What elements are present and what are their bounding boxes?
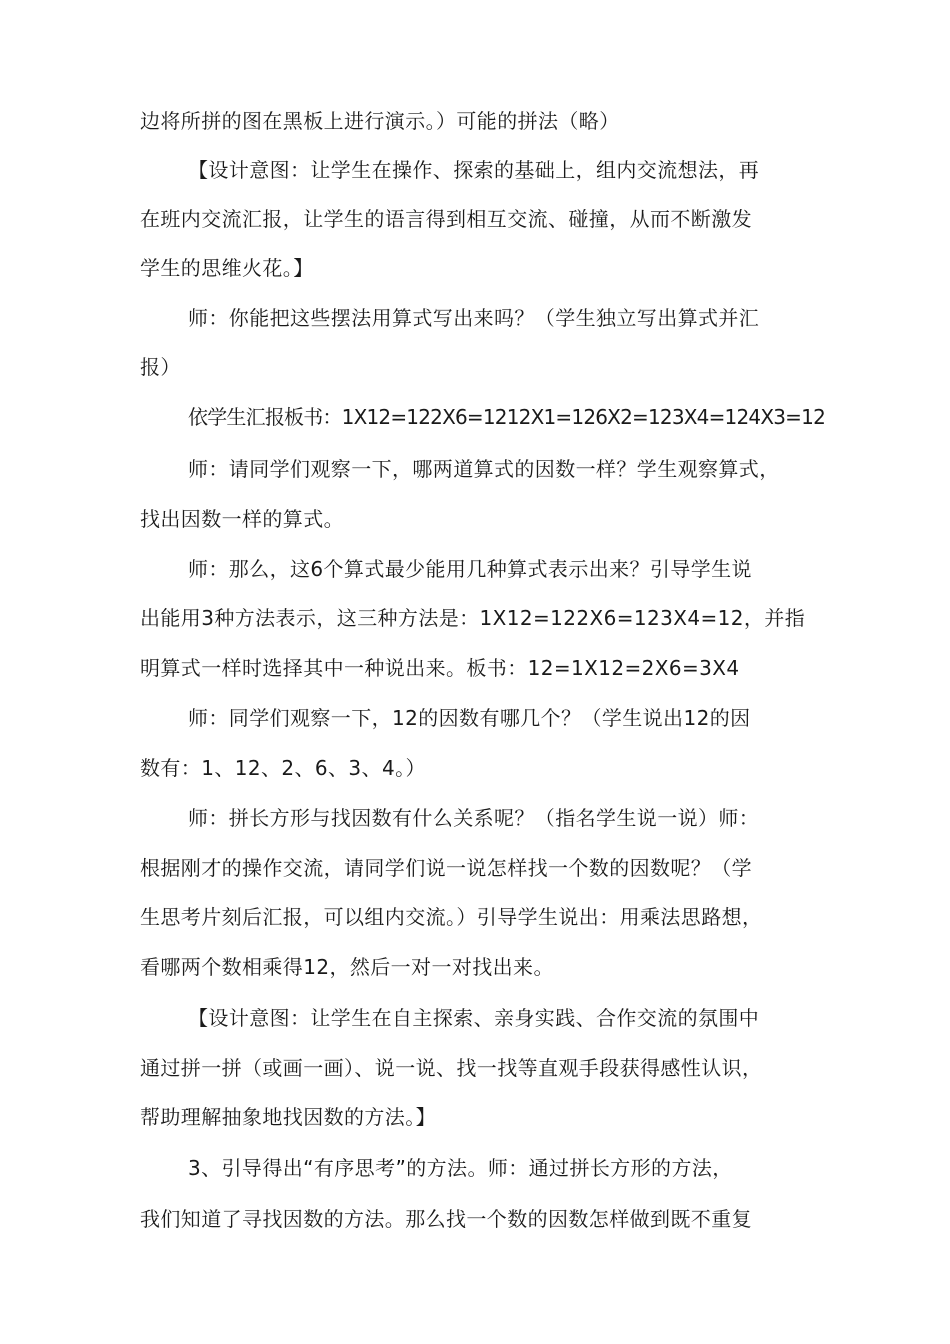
- design-intent-line: 【设计意图：让学生在操作、探索的基础上，组内交流想法，再: [188, 158, 760, 182]
- paragraph-line: 看哪两个数相乘得12，然后一对一对找出来。: [140, 955, 554, 979]
- teacher-line: 师：同学们观察一下，12的因数有哪几个？（学生说出12的因: [188, 706, 751, 730]
- paragraph-line: 明算式一样时选择其中一种说出来。板书：12=1X12=2X6=3X4: [140, 656, 740, 680]
- paragraph-line: 学生的思维火花。】: [140, 256, 314, 280]
- paragraph-line: 根据刚才的操作交流，请同学们说一说怎样找一个数的因数呢？（学: [140, 856, 752, 880]
- teacher-line: 师：拼长方形与找因数有什么关系呢？（指名学生说一说）师：: [188, 806, 760, 830]
- design-intent-line: 【设计意图：让学生在自主探索、亲身实践、合作交流的氛围中: [188, 1006, 760, 1030]
- paragraph-line: 报）: [140, 355, 181, 379]
- board-writing-line: 依学生汇报板书：1X12=122X6=1212X1=126X2=123X4=124X3=12: [188, 405, 825, 429]
- paragraph-line: 生思考片刻后汇报，可以组内交流。）引导学生说出：用乘法思路想，: [140, 905, 763, 929]
- paragraph-line: 数有：1、12、2、6、3、4。）: [140, 756, 426, 780]
- paragraph-line: 边将所拼的图在黑板上进行演示。）可能的拼法（略）: [140, 109, 620, 133]
- paragraph-line: 出能用3种方法表示，这三种方法是：1X12=122X6=123X4=12，并指: [140, 606, 806, 630]
- teacher-line: 师：请同学们观察一下，哪两道算式的因数一样？学生观察算式，: [188, 457, 780, 481]
- paragraph-line: 帮助理解抽象地找因数的方法。】: [140, 1105, 436, 1129]
- paragraph-line: 我们知道了寻找因数的方法。那么找一个数的因数怎样做到既不重复: [140, 1207, 752, 1231]
- teacher-line: 师：那么，这6个算式最少能用几种算式表示出来？引导学生说: [188, 557, 752, 581]
- paragraph-line: 找出因数一样的算式。: [140, 507, 344, 531]
- teacher-line: 师：你能把这些摆法用算式写出来吗？（学生独立写出算式并汇: [188, 306, 760, 330]
- paragraph-line: 通过拼一拼（或画一画）、说一说、找一找等直观手段获得感性认识，: [140, 1056, 763, 1080]
- paragraph-line: 在班内交流汇报，让学生的语言得到相互交流、碰撞，从而不断激发: [140, 207, 752, 231]
- section-line: 3、引导得出“有序思考”的方法。师：通过拼长方形的方法，: [188, 1156, 733, 1180]
